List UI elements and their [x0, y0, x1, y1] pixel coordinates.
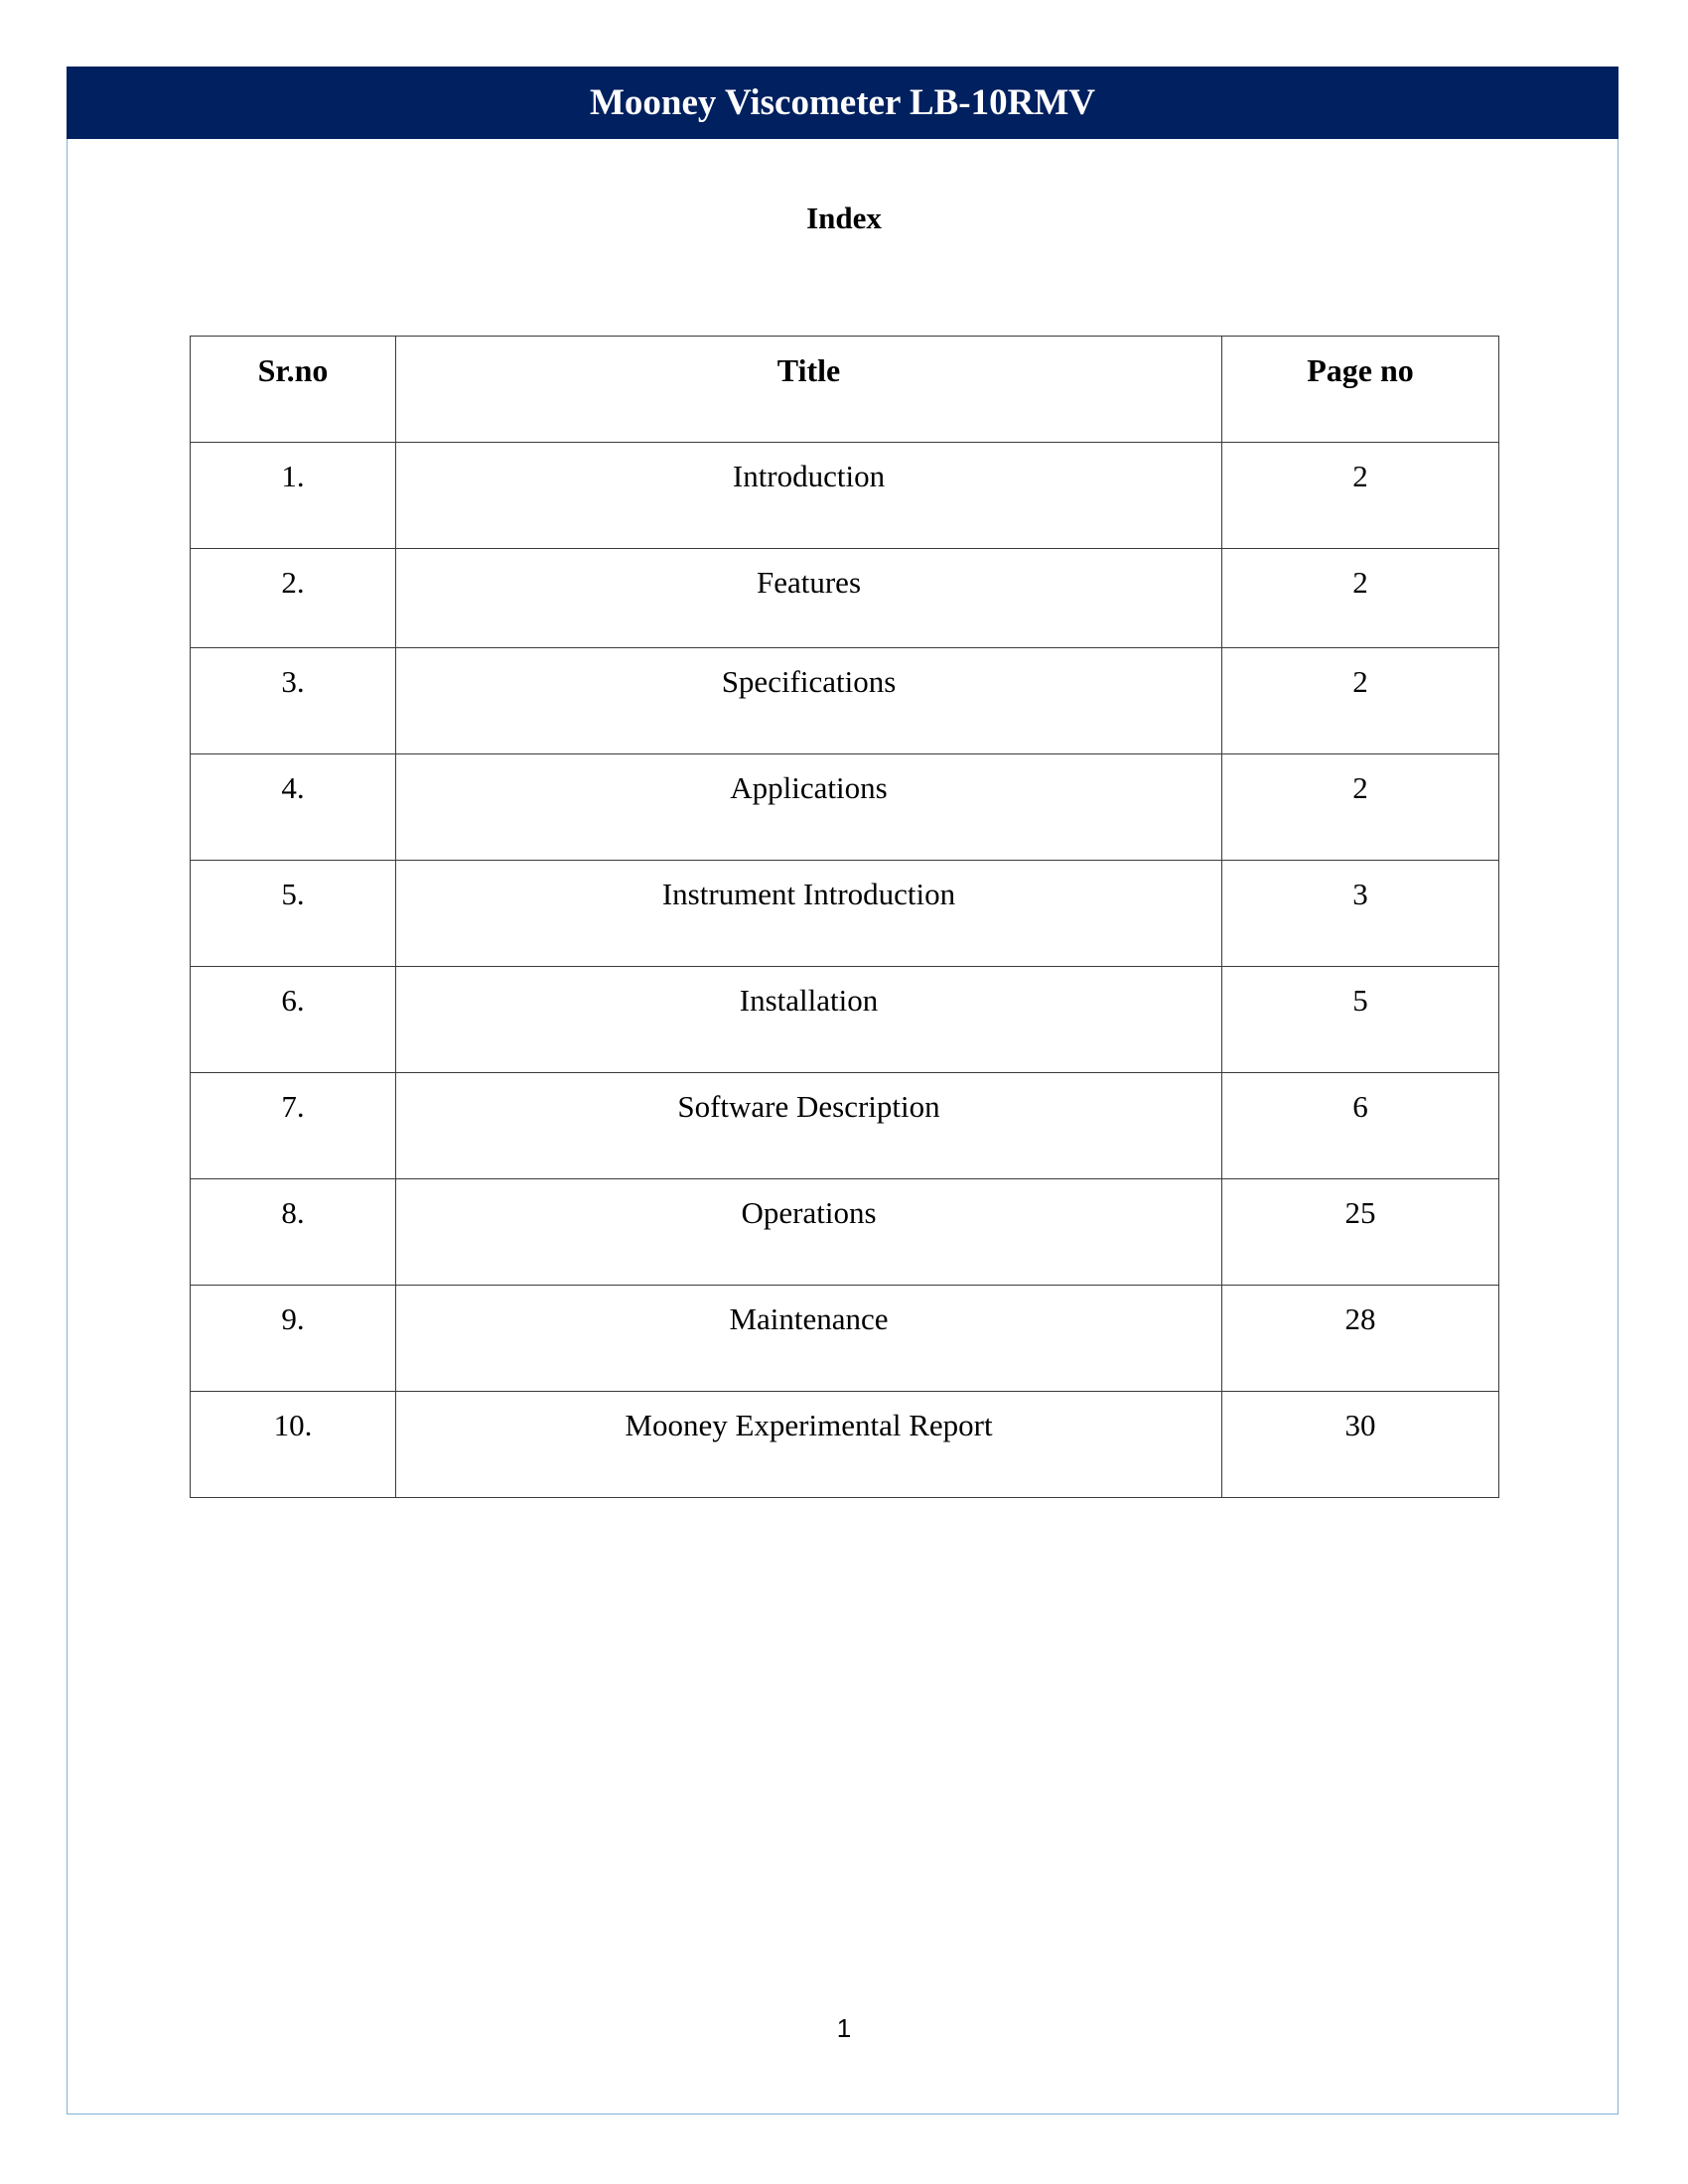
row-title: Operations — [396, 1179, 1222, 1286]
table-header-row — [191, 337, 1499, 443]
row-srno: 1. — [191, 443, 396, 549]
table-row — [191, 549, 1499, 648]
row-title: Introduction — [396, 443, 1222, 549]
row-page: 2 — [1222, 443, 1499, 549]
row-srno: 9. — [191, 1286, 396, 1392]
table-row — [191, 1392, 1499, 1498]
row-page: 3 — [1222, 861, 1499, 967]
column-header-page: Page no — [1222, 337, 1499, 443]
table-row — [191, 1073, 1499, 1179]
table-row — [191, 1286, 1499, 1392]
page-number: 1 — [836, 2013, 852, 2043]
row-srno: 6. — [191, 967, 396, 1073]
table-row — [191, 967, 1499, 1073]
row-page: 2 — [1222, 549, 1499, 648]
row-title: Instrument Introduction — [396, 861, 1222, 967]
column-header-srno: Sr.no — [191, 337, 396, 443]
row-title: Specifications — [396, 648, 1222, 754]
document-title-banner — [67, 67, 1618, 139]
row-srno: 10. — [191, 1392, 396, 1498]
column-header-title: Title — [396, 337, 1222, 443]
document-title: Mooney Viscometer LB-10RMV — [590, 82, 1095, 123]
row-srno: 5. — [191, 861, 396, 967]
row-title: Installation — [396, 967, 1222, 1073]
table-row — [191, 443, 1499, 549]
row-title: Software Description — [396, 1073, 1222, 1179]
row-page: 2 — [1222, 754, 1499, 861]
row-title: Mooney Experimental Report — [396, 1392, 1222, 1498]
row-title: Features — [396, 549, 1222, 648]
row-page: 2 — [1222, 648, 1499, 754]
table-row — [191, 861, 1499, 967]
table-row — [191, 648, 1499, 754]
row-srno: 2. — [191, 549, 396, 648]
row-page: 30 — [1222, 1392, 1499, 1498]
row-srno: 7. — [191, 1073, 396, 1179]
table-row — [191, 1179, 1499, 1286]
table-row — [191, 754, 1499, 861]
index-table — [190, 336, 1499, 1498]
row-srno: 3. — [191, 648, 396, 754]
row-srno: 8. — [191, 1179, 396, 1286]
index-heading: Index — [806, 201, 882, 235]
row-page: 5 — [1222, 967, 1499, 1073]
row-title: Maintenance — [396, 1286, 1222, 1392]
row-title: Applications — [396, 754, 1222, 861]
row-page: 25 — [1222, 1179, 1499, 1286]
row-page: 6 — [1222, 1073, 1499, 1179]
row-srno: 4. — [191, 754, 396, 861]
row-page: 28 — [1222, 1286, 1499, 1392]
